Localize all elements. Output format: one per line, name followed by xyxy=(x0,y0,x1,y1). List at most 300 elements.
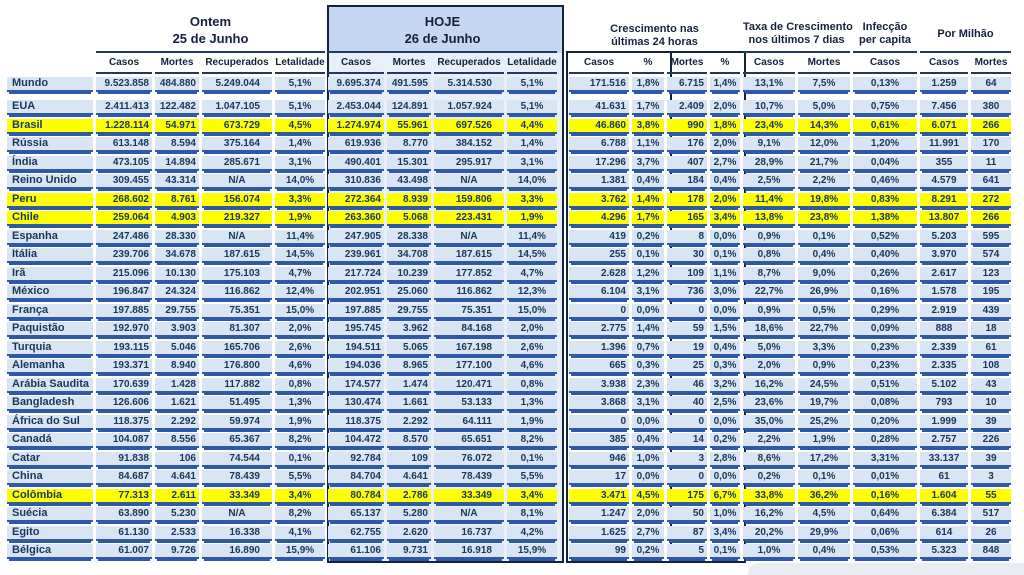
value-cell: 118.375 xyxy=(328,415,384,430)
value-cell: 33,8% xyxy=(743,489,795,504)
value-cell: 16,2% xyxy=(743,378,795,393)
value-cell: 1.274.974 xyxy=(328,119,384,134)
value-cell: 78.439 xyxy=(434,470,504,485)
value-cell: 11 xyxy=(971,156,1011,171)
value-cell: 117.882 xyxy=(202,378,272,393)
value-cell: 14,5% xyxy=(507,248,557,263)
value-cell: 3,1% xyxy=(632,396,664,411)
value-cell: 2,0% xyxy=(632,507,664,522)
value-cell: 491.595 xyxy=(387,77,431,92)
value-cell: 5.280 xyxy=(387,507,431,522)
value-cell: 53.133 xyxy=(434,396,504,411)
value-cell: 0,1% xyxy=(798,230,850,245)
value-cell: 156.074 xyxy=(202,193,272,208)
value-cell: 4.641 xyxy=(155,470,199,485)
value-cell: 84.704 xyxy=(328,470,384,485)
value-cell: 104.472 xyxy=(328,433,384,448)
value-cell: 195 xyxy=(971,285,1011,300)
group-gap-spacer xyxy=(560,322,566,337)
value-cell: 1,0% xyxy=(743,544,795,559)
value-cell: 219.327 xyxy=(202,211,272,226)
value-cell: 43.498 xyxy=(387,174,431,189)
value-cell: 2,6% xyxy=(507,341,557,356)
value-cell: 197.885 xyxy=(328,304,384,319)
value-cell: 0,20% xyxy=(853,415,917,430)
table-row xyxy=(7,415,1024,430)
value-cell: 285.671 xyxy=(202,156,272,171)
value-cell: 20,2% xyxy=(743,526,795,541)
group-gap-spacer xyxy=(560,378,566,393)
value-cell: 33.349 xyxy=(434,489,504,504)
country-cell: Bangladesh xyxy=(7,396,93,411)
table-row xyxy=(7,526,1024,541)
value-cell: 1.661 xyxy=(387,396,431,411)
value-cell: 175 xyxy=(667,489,707,504)
country-cell: Bélgica xyxy=(7,544,93,559)
group-title-hoje xyxy=(328,14,557,53)
value-cell: 380 xyxy=(971,100,1011,115)
value-cell: 8 xyxy=(667,230,707,245)
group-title-line: Ontem xyxy=(189,14,232,30)
value-cell: 11.991 xyxy=(920,137,968,152)
value-cell: 5,1% xyxy=(507,77,557,92)
value-cell: 5,0% xyxy=(743,341,795,356)
value-cell: 2.533 xyxy=(155,526,199,541)
value-cell: 6.715 xyxy=(667,77,707,92)
value-cell: 4,6% xyxy=(275,359,325,374)
value-cell: 385 xyxy=(569,433,629,448)
value-cell: 87 xyxy=(667,526,707,541)
value-cell: 1.604 xyxy=(920,489,968,504)
value-cell: 50 xyxy=(667,507,707,522)
value-cell: 3,7% xyxy=(632,156,664,171)
value-cell: 76.072 xyxy=(434,452,504,467)
country-cell: Catar xyxy=(7,452,93,467)
value-cell: 8.965 xyxy=(387,359,431,374)
group-gap-spacer xyxy=(560,248,566,263)
value-cell: 2,0% xyxy=(710,137,740,152)
value-cell: 0,1% xyxy=(798,470,850,485)
value-cell: 310.836 xyxy=(328,174,384,189)
country-cell: Colômbia xyxy=(7,489,93,504)
value-cell: 0,4% xyxy=(798,544,850,559)
value-cell: 0,1% xyxy=(710,544,740,559)
value-cell: 0,46% xyxy=(853,174,917,189)
value-cell: 14 xyxy=(667,433,707,448)
value-cell: 2.757 xyxy=(920,433,968,448)
value-cell: 1,5% xyxy=(710,322,740,337)
value-cell: 15,0% xyxy=(275,304,325,319)
value-cell: 613.148 xyxy=(96,137,152,152)
group-gap-spacer xyxy=(560,211,566,226)
value-cell: 4,5% xyxy=(275,119,325,134)
value-cell: 61.106 xyxy=(328,544,384,559)
value-cell: 10.239 xyxy=(387,267,431,282)
value-cell: 170.639 xyxy=(96,378,152,393)
value-cell: 484.880 xyxy=(155,77,199,92)
value-cell: 7.456 xyxy=(920,100,968,115)
value-cell: 3.868 xyxy=(569,396,629,411)
value-cell: 1.474 xyxy=(387,378,431,393)
col-header-cresc-mortes: Mortes xyxy=(667,56,707,74)
value-cell: 8.570 xyxy=(387,433,431,448)
value-cell: 1,7% xyxy=(632,211,664,226)
value-cell: 3,4% xyxy=(710,526,740,541)
group-title-ontem xyxy=(96,14,325,53)
value-cell: 12,0% xyxy=(798,137,850,152)
value-cell: 8.939 xyxy=(387,193,431,208)
value-cell: 29.755 xyxy=(155,304,199,319)
value-cell: 309.455 xyxy=(96,174,152,189)
country-cell: África do Sul xyxy=(7,415,93,430)
value-cell: 30 xyxy=(667,248,707,263)
value-cell: 63.890 xyxy=(96,507,152,522)
value-cell: 29.755 xyxy=(387,304,431,319)
value-cell: 3.938 xyxy=(569,378,629,393)
value-cell: 14.894 xyxy=(155,156,199,171)
col-header-taxa-mortes: Mortes xyxy=(798,56,850,74)
group-gap-spacer xyxy=(560,544,566,559)
column-headers-row xyxy=(7,56,1024,74)
value-cell: 11,4% xyxy=(743,193,795,208)
value-cell: 3.471 xyxy=(569,489,629,504)
value-cell: 165 xyxy=(667,211,707,226)
group-title-line: nos últimos 7 dias xyxy=(748,34,845,47)
value-cell: 2,0% xyxy=(710,100,740,115)
value-cell: 22,7% xyxy=(798,322,850,337)
value-cell: 5 xyxy=(667,544,707,559)
value-cell: 1,38% xyxy=(853,211,917,226)
value-cell: 1,9% xyxy=(275,211,325,226)
value-cell: 9.726 xyxy=(155,544,199,559)
value-cell: 194.511 xyxy=(328,341,384,356)
value-cell: 61 xyxy=(920,470,968,485)
value-cell: 3,4% xyxy=(710,211,740,226)
value-cell: 0 xyxy=(667,470,707,485)
value-cell: 194.036 xyxy=(328,359,384,374)
group-title-line: Infecção xyxy=(862,20,908,33)
value-cell: 255 xyxy=(569,248,629,263)
table-row xyxy=(7,174,1024,189)
value-cell: 91.838 xyxy=(96,452,152,467)
table-row xyxy=(7,193,1024,208)
value-cell: 34.678 xyxy=(155,248,199,263)
group-title-line: 25 de Junho xyxy=(172,31,249,47)
value-cell: 3,2% xyxy=(710,378,740,393)
group-gap-spacer xyxy=(560,526,566,541)
value-cell: 1.428 xyxy=(155,378,199,393)
value-cell: N/A xyxy=(434,507,504,522)
value-cell: 116.862 xyxy=(202,285,272,300)
value-cell: 15.301 xyxy=(387,156,431,171)
group-title-line: 26 de Junho xyxy=(404,31,481,47)
value-cell: 946 xyxy=(569,452,629,467)
value-cell: 61.007 xyxy=(96,544,152,559)
value-cell: 62.755 xyxy=(328,526,384,541)
value-cell: 8.556 xyxy=(155,433,199,448)
value-cell: 259.064 xyxy=(96,211,152,226)
country-cell: Canadá xyxy=(7,433,93,448)
value-cell: 0,1% xyxy=(507,452,557,467)
value-cell: 8,6% xyxy=(743,452,795,467)
value-cell: 2,0% xyxy=(507,322,557,337)
value-cell: 0,0% xyxy=(710,470,740,485)
value-cell: 61.130 xyxy=(96,526,152,541)
value-cell: 2.620 xyxy=(387,526,431,541)
group-gap-spacer xyxy=(560,77,566,92)
value-cell: 247.905 xyxy=(328,230,384,245)
value-cell: 1,3% xyxy=(507,396,557,411)
table-row xyxy=(7,285,1024,300)
value-cell: 39 xyxy=(971,452,1011,467)
value-cell: 176 xyxy=(667,137,707,152)
value-cell: 77.313 xyxy=(96,489,152,504)
value-cell: 14,0% xyxy=(507,174,557,189)
value-cell: 2,3% xyxy=(632,378,664,393)
value-cell: 16.890 xyxy=(202,544,272,559)
value-cell: 272 xyxy=(971,193,1011,208)
value-cell: 2,0% xyxy=(743,359,795,374)
group-gap-spacer xyxy=(560,100,566,115)
value-cell: 12,3% xyxy=(507,285,557,300)
value-cell: 10 xyxy=(971,396,1011,411)
value-cell: 0,2% xyxy=(632,230,664,245)
value-cell: 0,06% xyxy=(853,526,917,541)
value-cell: 1,4% xyxy=(710,77,740,92)
value-cell: 9.731 xyxy=(387,544,431,559)
value-cell: 0,61% xyxy=(853,119,917,134)
value-cell: 239.961 xyxy=(328,248,384,263)
value-cell: 0 xyxy=(569,304,629,319)
table-row xyxy=(7,489,1024,504)
group-gap-spacer xyxy=(560,285,566,300)
value-cell: 16,2% xyxy=(743,507,795,522)
value-cell: 159.806 xyxy=(434,193,504,208)
value-cell: 1.259 xyxy=(920,77,968,92)
value-cell: 0,3% xyxy=(632,359,664,374)
value-cell: 17 xyxy=(569,470,629,485)
value-cell: 64 xyxy=(971,77,1011,92)
group-titles-row xyxy=(7,7,1024,53)
value-cell: 2.453.044 xyxy=(328,100,384,115)
value-cell: 0 xyxy=(569,415,629,430)
value-cell: 187.615 xyxy=(434,248,504,263)
value-cell: 5.065 xyxy=(387,341,431,356)
country-cell: Peru xyxy=(7,193,93,208)
value-cell: 247.486 xyxy=(96,230,152,245)
table-row xyxy=(7,507,1024,522)
value-cell: 14,5% xyxy=(275,248,325,263)
value-cell: 25.060 xyxy=(387,285,431,300)
value-cell: 64.111 xyxy=(434,415,504,430)
value-cell: 0,64% xyxy=(853,507,917,522)
country-cell: Chile xyxy=(7,211,93,226)
value-cell: 65.367 xyxy=(202,433,272,448)
value-cell: 1.999 xyxy=(920,415,968,430)
value-cell: 1.578 xyxy=(920,285,968,300)
value-cell: 0,4% xyxy=(710,341,740,356)
value-cell: 65.137 xyxy=(328,507,384,522)
value-cell: 2.611 xyxy=(155,489,199,504)
group-gap-spacer xyxy=(560,137,566,152)
value-cell: 0,51% xyxy=(853,378,917,393)
value-cell: 0,0% xyxy=(632,470,664,485)
value-cell: 3.970 xyxy=(920,248,968,263)
table-row xyxy=(7,341,1024,356)
value-cell: 1,4% xyxy=(632,322,664,337)
value-cell: 75.351 xyxy=(202,304,272,319)
value-cell: 84.687 xyxy=(96,470,152,485)
value-cell: 106 xyxy=(155,452,199,467)
value-cell: 1.057.924 xyxy=(434,100,504,115)
table-row xyxy=(7,100,1024,115)
value-cell: 5,1% xyxy=(275,77,325,92)
value-cell: N/A xyxy=(202,174,272,189)
value-cell: 99 xyxy=(569,544,629,559)
value-cell: 0,29% xyxy=(853,304,917,319)
group-title-line: Crescimento nas xyxy=(610,22,699,35)
value-cell: 3,1% xyxy=(275,156,325,171)
value-cell: 0,83% xyxy=(853,193,917,208)
col-header-hoje-mortes: Mortes xyxy=(387,56,431,74)
country-cell: França xyxy=(7,304,93,319)
value-cell: 0,4% xyxy=(632,433,664,448)
value-cell: 473.105 xyxy=(96,156,152,171)
value-cell: 3,3% xyxy=(507,193,557,208)
value-cell: 35,0% xyxy=(743,415,795,430)
value-cell: N/A xyxy=(434,230,504,245)
value-cell: 12,4% xyxy=(275,285,325,300)
value-cell: 16.918 xyxy=(434,544,504,559)
value-cell: 736 xyxy=(667,285,707,300)
value-cell: 19,8% xyxy=(798,193,850,208)
col-header-hoje-letalidade: Letalidade xyxy=(507,56,557,74)
value-cell: 9,0% xyxy=(798,267,850,282)
value-cell: 439 xyxy=(971,304,1011,319)
value-cell: 8.770 xyxy=(387,137,431,152)
value-cell: 5.068 xyxy=(387,211,431,226)
value-cell: 263.360 xyxy=(328,211,384,226)
table-body xyxy=(7,77,1024,559)
group-gap-spacer xyxy=(560,396,566,411)
table-row xyxy=(7,322,1024,337)
value-cell: 5,5% xyxy=(507,470,557,485)
value-cell: 4,7% xyxy=(507,267,557,282)
value-cell: 295.917 xyxy=(434,156,504,171)
value-cell: 3 xyxy=(971,470,1011,485)
value-cell: 1,4% xyxy=(632,193,664,208)
value-cell: 178 xyxy=(667,193,707,208)
value-cell: 18,6% xyxy=(743,322,795,337)
value-cell: 4,5% xyxy=(798,507,850,522)
value-cell: 2,2% xyxy=(798,174,850,189)
value-cell: 673.729 xyxy=(202,119,272,134)
value-cell: 5.102 xyxy=(920,378,968,393)
value-cell: 2.775 xyxy=(569,322,629,337)
table-row xyxy=(7,248,1024,263)
value-cell: 8,2% xyxy=(275,507,325,522)
value-cell: 1,9% xyxy=(507,415,557,430)
country-cell: Turquia xyxy=(7,341,93,356)
value-cell: 24.324 xyxy=(155,285,199,300)
value-cell: 55 xyxy=(971,489,1011,504)
value-cell: 46 xyxy=(667,378,707,393)
value-cell: 0,9% xyxy=(743,230,795,245)
value-cell: 5,1% xyxy=(275,100,325,115)
table-row xyxy=(7,156,1024,171)
table-row xyxy=(7,230,1024,245)
value-cell: 16.338 xyxy=(202,526,272,541)
value-cell: 5,0% xyxy=(798,100,850,115)
value-cell: 3,4% xyxy=(275,489,325,504)
value-cell: 122.482 xyxy=(155,100,199,115)
value-cell: 24,5% xyxy=(798,378,850,393)
value-cell: 16.737 xyxy=(434,526,504,541)
table-row xyxy=(7,359,1024,374)
value-cell: 793 xyxy=(920,396,968,411)
value-cell: 2,6% xyxy=(275,341,325,356)
value-cell: 0,08% xyxy=(853,396,917,411)
value-cell: 171.516 xyxy=(569,77,629,92)
value-cell: 33.349 xyxy=(202,489,272,504)
value-cell: 0,4% xyxy=(710,174,740,189)
group-gap-spacer xyxy=(560,359,566,374)
value-cell: 595 xyxy=(971,230,1011,245)
value-cell: 65.651 xyxy=(434,433,504,448)
value-cell: 14,0% xyxy=(275,174,325,189)
col-header-ontem-recuperados: Recuperados xyxy=(202,56,272,74)
value-cell: 8,7% xyxy=(743,267,795,282)
country-column-spacer xyxy=(7,7,93,53)
value-cell: 4,4% xyxy=(507,119,557,134)
value-cell: 0,9% xyxy=(743,304,795,319)
value-cell: 17,2% xyxy=(798,452,850,467)
table-row xyxy=(7,378,1024,393)
value-cell: 0,0% xyxy=(710,230,740,245)
value-cell: 3,0% xyxy=(710,285,740,300)
value-cell: 0,0% xyxy=(632,304,664,319)
value-cell: 4,5% xyxy=(632,489,664,504)
value-cell: 419 xyxy=(569,230,629,245)
value-cell: 118.375 xyxy=(96,415,152,430)
table-row xyxy=(7,137,1024,152)
group-title-infeccao-per-capita xyxy=(853,21,917,54)
value-cell: 5.230 xyxy=(155,507,199,522)
value-cell: 5.249.044 xyxy=(202,77,272,92)
value-cell: 375.164 xyxy=(202,137,272,152)
value-cell: 6.104 xyxy=(569,285,629,300)
country-cell: México xyxy=(7,285,93,300)
value-cell: 0,3% xyxy=(710,359,740,374)
value-cell: 6.788 xyxy=(569,137,629,152)
table-row xyxy=(7,396,1024,411)
value-cell: 175.103 xyxy=(202,267,272,282)
value-cell: 15,9% xyxy=(507,544,557,559)
value-cell: 167.198 xyxy=(434,341,504,356)
value-cell: 217.724 xyxy=(328,267,384,282)
group-gap-spacer xyxy=(560,341,566,356)
value-cell: 17.296 xyxy=(569,156,629,171)
value-cell: 61 xyxy=(971,341,1011,356)
col-header-ontem-mortes: Mortes xyxy=(155,56,199,74)
country-cell: Suécia xyxy=(7,507,93,522)
value-cell: 108 xyxy=(971,359,1011,374)
country-column-spacer xyxy=(7,56,93,74)
value-cell: 697.526 xyxy=(434,119,504,134)
value-cell: 2.409 xyxy=(667,100,707,115)
value-cell: 1,8% xyxy=(632,77,664,92)
value-cell: 2,0% xyxy=(275,322,325,337)
